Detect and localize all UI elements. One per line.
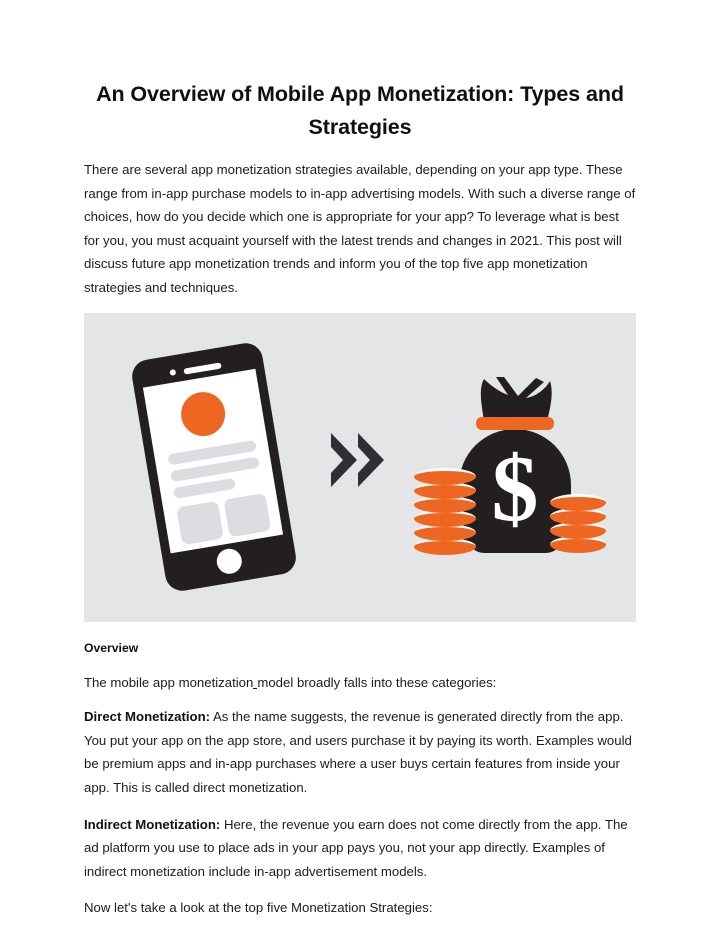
coin (414, 468, 476, 485)
closing-paragraph: Now let's take a look at the top five Monetization Strategies: (84, 900, 433, 916)
monetization-model-link[interactable]: monetization (178, 674, 254, 690)
money-bag-neck (474, 377, 556, 421)
app-avatar-circle (178, 388, 229, 439)
smartphone-graphic (130, 340, 299, 593)
categories-intro-text-before: The mobile app (84, 674, 179, 690)
indirect-monetization-text: Here, the revenue you earn does not come directly from the app. The ad platform you use to place ads in your app pays you, not your app directly. Examples of indirect monetization include in-app advertisement models. (84, 816, 628, 879)
direct-monetization-label: Direct Monetization: (84, 709, 211, 725)
indirect-monetization-label: Indirect Monetization: (84, 816, 221, 832)
coin-stack-short (550, 491, 606, 553)
overview-heading: Overview (84, 640, 139, 655)
dollar-sign-icon: $ (491, 436, 539, 541)
categories-intro-text-after: model broadly falls into these categories: (257, 674, 497, 690)
page-title: An Overview of Mobile App Monetization: Types and Strategies (96, 82, 624, 139)
double-chevron-right-icon (329, 433, 393, 487)
money-bag-graphic (414, 369, 604, 569)
intro-paragraph: There are several app monetization strategies available, depending on your app type. These range from in-app purchase models to in-app advertising models. With such a diverse range of choices, how do you decide which one is appropriate for your app? To leverage what is best for you, you must acquaint yourself with the latest trends and changes in 2021. This post will discuss future app monetization trends and inform you of the top five app monetization strategies and techniques. (84, 162, 636, 295)
direct-monetization-paragraph (84, 705, 636, 799)
content-placeholder-bar (173, 477, 236, 498)
document-content (84, 78, 636, 933)
content-placeholder-card (176, 500, 224, 544)
indirect-monetization-paragraph (84, 813, 636, 884)
direct-monetization-text: As the name suggests, the revenue is generated directly from the app. You put your app on the app store, and users purchase it by paying its worth. Examples would be premium apps and in-app purchases where a user buys certain features from inside your app. This is called direct monetization. (84, 709, 632, 795)
coin-stack-tall (414, 467, 476, 555)
money-bag-tie-band (476, 417, 554, 430)
monetization-illustration (84, 313, 636, 622)
coin (550, 494, 606, 511)
categories-intro-paragraph (84, 671, 636, 695)
phone-camera-icon (169, 369, 176, 376)
content-placeholder-card (224, 493, 272, 537)
